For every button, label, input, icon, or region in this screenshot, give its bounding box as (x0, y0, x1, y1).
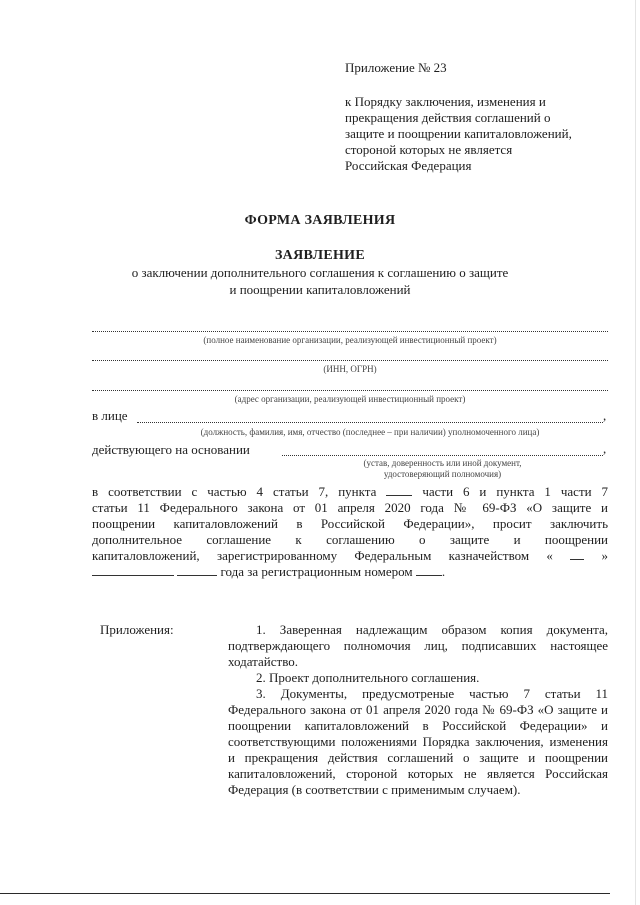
point-number-blank[interactable] (386, 485, 412, 496)
statement-title: ЗАЯВЛЕНИЕ (274, 248, 365, 263)
appendix-reference-line: Российская Федерация (345, 158, 472, 173)
basis-label: действующего на основании (92, 442, 250, 457)
statement-subtitle (60, 264, 580, 298)
body-text: » (601, 548, 609, 563)
basis-caption-2: удостоверяющий полномочия) (383, 469, 502, 479)
appendix-reference-line: прекращения действия соглашений о (345, 110, 551, 125)
body-text: в соответствии с частью 4 статьи 7, пункта (92, 484, 377, 499)
body-line: поощрении капиталовложений в Российской Федерации», просит заключить (92, 516, 608, 531)
statement-subtitle-line: о заключении дополнительного соглашения к соглашению о защите (131, 265, 509, 280)
basis-caption-1: (устав, доверенность или иной документ, (363, 458, 522, 468)
scan-bottom-rule (0, 893, 610, 894)
appendix-reference-line: к Порядку заключения, изменения и (345, 94, 546, 109)
person-comma: , (603, 408, 607, 423)
basis-field[interactable] (282, 455, 603, 456)
appendix-reference-line: защите и поощрении капиталовложений, (345, 126, 572, 141)
month-blank[interactable] (92, 565, 174, 576)
reg-number-blank[interactable] (416, 565, 442, 576)
appendix-reference (345, 94, 625, 174)
body-text: . (441, 564, 446, 579)
year-blank[interactable] (177, 565, 217, 576)
body-line (92, 564, 608, 580)
org-name-field[interactable] (92, 331, 608, 332)
inn-ogrn-field[interactable] (92, 360, 608, 361)
body-text: года за регистрационным номером (220, 564, 413, 579)
basis-comma: , (603, 441, 607, 456)
appendix-item-3: 3. Документы, предусмотреные частью 7 статьи 11 Федерального закона от 01 апреля 2020 года № 69-ФЗ «О защите и поощрении капиталовложений в Российской Федерации» и соответствующими положениями Порядка заключения, изменения и прекращения действия соглашений о защите и поощрении капиталовложений, стороной которых не является Российская Федерация (в соответствии с применимым случаем). (228, 686, 608, 797)
body-text: капиталовложений, зарегистрированному Федеральным казначейством « (92, 548, 553, 563)
day-blank[interactable] (570, 549, 584, 560)
person-field[interactable] (137, 422, 603, 423)
body-line: статьи 11 Федерального закона от 01 апреля 2020 года № 69-ФЗ «О защите и (92, 500, 608, 515)
appendices-list (228, 622, 608, 798)
appendix-number: Приложение № 23 (345, 60, 447, 75)
person-caption: (должность, фамилия, имя, отчество (последнее – при наличии) уполномоченного лица) (200, 427, 540, 437)
body-line (92, 484, 608, 500)
statement-subtitle-line: и поощрении капиталовложений (229, 282, 411, 297)
person-label: в лице (92, 408, 128, 423)
appendix-item-2: 2. Проект дополнительного соглашения. (256, 670, 480, 685)
body-text: части 6 и пункта 1 части 7 (422, 484, 609, 499)
body-paragraph (92, 484, 608, 580)
address-caption: (адрес организации, реализующей инвестиционный проект) (234, 394, 466, 404)
appendix-item-1: 1. Заверенная надлежащим образом копия документа, подтверждающего полномочия лиц, подписавших настоящее ходатайство. (228, 622, 608, 669)
form-title: ФОРМА ЗАЯВЛЕНИЯ (244, 213, 396, 228)
scan-edge (635, 0, 636, 905)
appendix-reference-line: стороной которых не является (345, 142, 513, 157)
body-line: дополнительное соглашение к соглашению о защите и поощрении (92, 532, 608, 547)
inn-ogrn-caption: (ИНН, ОГРН) (323, 364, 377, 374)
address-field[interactable] (92, 390, 608, 391)
body-line (92, 548, 608, 564)
org-name-caption: (полное наименование организации, реализующей инвестиционный проект) (203, 335, 497, 345)
appendices-label: Приложения: (100, 622, 174, 637)
